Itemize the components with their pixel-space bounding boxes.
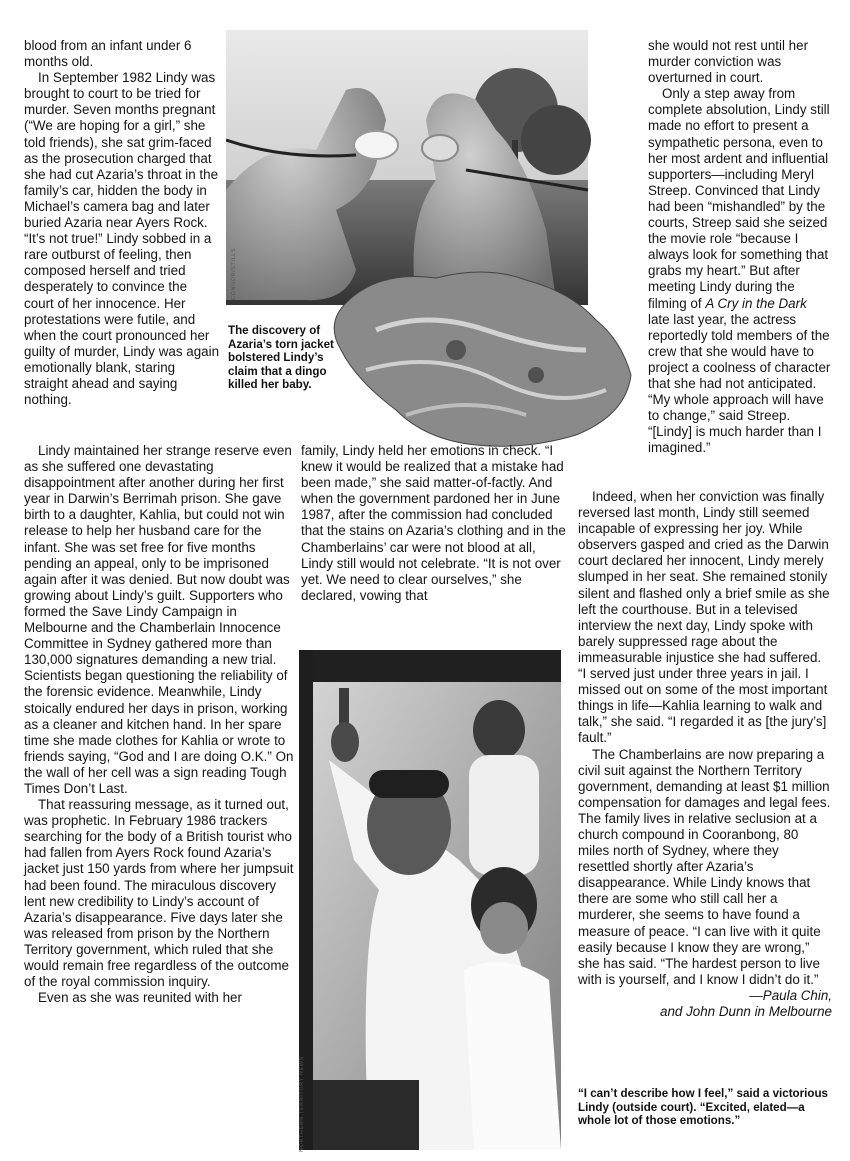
movie-title: A Cry in the Dark (705, 295, 807, 311)
paragraph: blood from an infant under 6 months old. (24, 38, 192, 70)
paragraph: she would not rest until her murder conviction was overturned in court. (648, 38, 809, 86)
paragraph: The Chamberlains are now preparing a civil suit against the Northern Territory government, demanding at least $1 million compensation for damages and legal fees. The family lives in relative seclusion at a church compound in Cooranbong, 80 miles north of Sydney, where they resettled shortly after Azaria’s disappearance. While Lindy knows that there are some who still call her a murderer, she seems to have found a measure of peace. “I can live with it quite easily because I know they are wrong,” she has said. “The hardest person to live with is yourself, and I know I didn’t do it.” (578, 746, 831, 987)
article-column-1 (24, 38, 220, 408)
article-column-1-lower (24, 443, 294, 1006)
paragraph: Lindy maintained her strange reserve even as she suffered one devastating disappointment after another during her first year in Darwin’s Berrimah prison. She gave birth to a daughter, Kahlia, but could not win release to help her husband care for the infant. She was set free for five months pending an appeal, only to be imprisoned again after it was denied. But now doubt was growing about Lindy’s guilt. Supporters who formed the Save Lindy Campaign in Melbourne and the Chamberlain Innocence Committee in Sydney gathered more than 130,000 signatures demanding a new trial. Scientists began questioning the reliability of the forensic evidence. Meanwhile, Lindy stoically endured her days in prison, working as a cleaner and kitchen hand. In her spare time she made clothes for Kahlia or wrote to friends saying, “God and I are doing O.K.” On the wall of her cell was a sign reading Tough Times Don’t Last. (24, 443, 294, 796)
paragraph (648, 86, 832, 456)
article-column-3 (648, 38, 832, 456)
court-photo-caption: “I can’t describe how I feel,” said a victorious Lindy (outside court). “Excited, elated—a whole lot of those emotions.” (578, 1087, 828, 1128)
lindy-court-photo (299, 650, 561, 1150)
text-span: late last year, the actress reportedly told members of the crew that she would have to project a coolness of character that she had not anticipated. “My whole approach will have to change,” said Streep. “[Lindy] is much harder than I imagined.” (648, 311, 831, 456)
article-column-3-continued (578, 489, 832, 1020)
byline: and John Dunn in Melbourne (660, 1004, 832, 1019)
text-span: Only a step away from complete absolution, Lindy still made no effort to present a sympathetic persona, even to her most ardent and influential supporters—including Meryl Streep. Convinced that Lindy had been “mishandled” by the courts, Streep said she seized the movie role “because I always look for something that grabs my heart.” But after meeting Lindy during the filming of (648, 86, 830, 311)
paragraph: That reassuring message, as it turned out, was prophetic. In February 1986 trackers searching for the body of a British tourist who had fallen from Ayers Rock found Azaria’s jacket just 150 yards from where her jumpsuit had been found. The miraculous discovery lent new credibility to Lindy’s account of Azaria’s disappearance. Five days later she was released from prison by the Northern Territory government, which ruled that she would remain free regardless of the outcome of the royal commission inquiry. (24, 797, 294, 990)
paragraph: Even as she was reunited with her (38, 990, 242, 1006)
photo-credit: NORTHERN TERRITORY NEWS (299, 1056, 305, 1152)
photo-credit: CONNOR/STILLS (231, 247, 237, 300)
byline: —Paula Chin, (749, 987, 832, 1003)
paragraph: family, Lindy held her emotions in check. “I knew it would be realized that a mistake had been made,” she said matter-of-factly. And when the government pardoned her in June 1987, after the commission had concluded that the stains on Azaria’s clothing and in the Chamberlains’ car were not blood at all, Lindy still would not celebrate. “It is not over yet. We need to clear ourselves,” she declared, vowing that (301, 443, 566, 603)
article-column-2 (301, 443, 569, 604)
paragraph: Indeed, when her conviction was finally reversed last month, Lindy still seemed incapable of expressing her joy. While observers gasped and cried as the Darwin court declared her innocent, Lindy merely slumped in her seat. She remained stonily silent and flashed only a brief smile as she left the courthouse. But in a televised interview the next day, Lindy spoke with barely suppressed rage about the immeasurable injustice she had suffered. “I served just under three years in jail. I missed out on some of the most important things in life—Kahlia learning to walk and talk,” she said. “I regarded it as [the jury’s] fault.” (578, 489, 830, 746)
paragraph: In September 1982 Lindy was brought to court to be tried for murder. Seven months pregnant (“We are hoping for a girl,” she told friends), she sat grim-faced as the prosecution charged that she had cut Azaria’s throat in the family’s car, hidden the body in Michael’s camera bag and later buried Azaria near Ayers Rock. “It’s not true!” Lindy sobbed in a rare outburst of feeling, then composed herself and tried desperately to convince the court of her innocence. Her protestations were futile, and when the court pronounced her guilty of murder, Lindy was again emotionally blank, staring straight ahead and saying nothing. (24, 70, 220, 408)
dingo-photo-caption: The discovery of Azaria’s torn jacket bolstered Lindy’s claim that a dingo killed her baby. (228, 324, 334, 392)
dingo-jacket-photo (226, 30, 634, 456)
